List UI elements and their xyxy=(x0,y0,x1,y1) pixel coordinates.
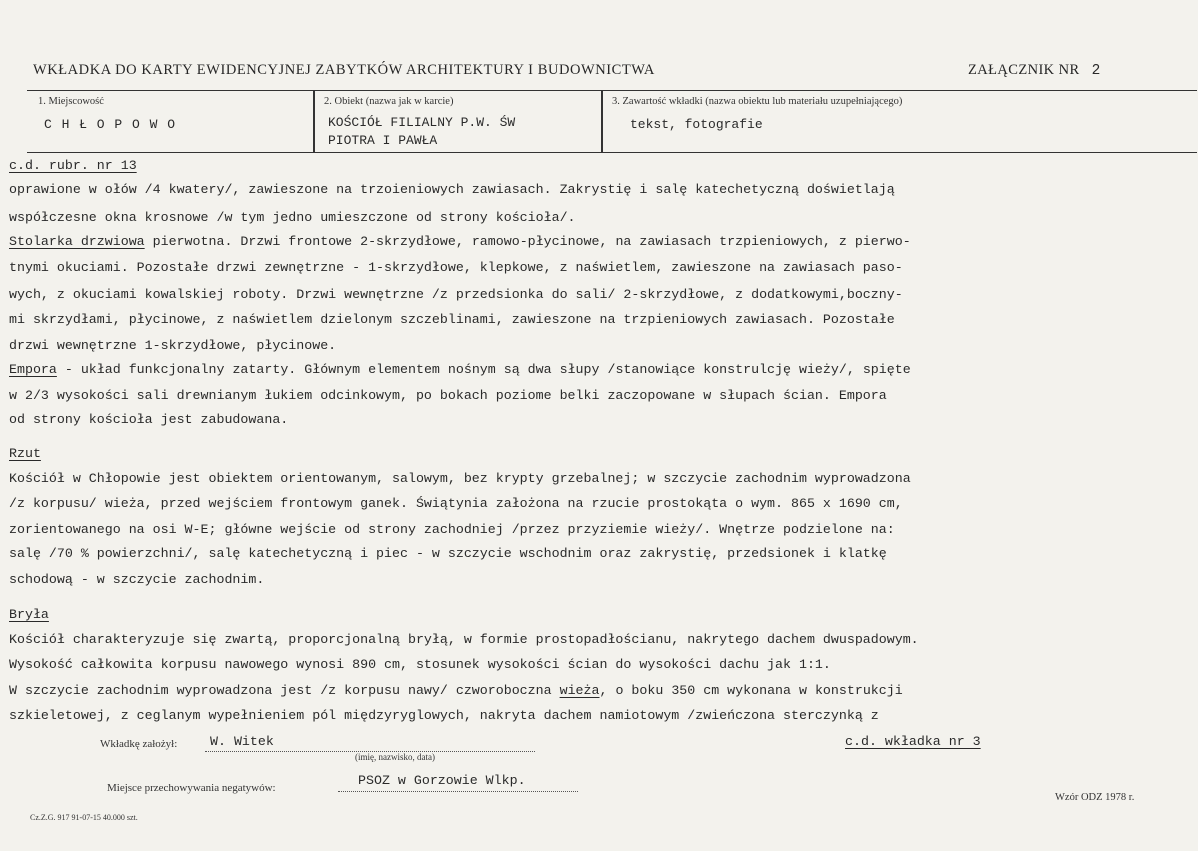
locality-value: C H Ł O P O W O xyxy=(44,117,177,132)
text-line: współczesne okna krosnowe /w tym jedno umieszczone od strony kościoła/. xyxy=(9,210,576,225)
locality-label: 1. Miejscowość xyxy=(38,96,104,107)
annex-number: 2 xyxy=(1091,63,1101,79)
print-code: Cz.Z.G. 917 91-07-15 40.000 szt. xyxy=(30,813,138,822)
made-by-hint: (imię, nazwisko, data) xyxy=(355,752,435,762)
section-heading-massing: Bryła xyxy=(9,607,49,622)
column-divider xyxy=(313,90,315,152)
text-line xyxy=(9,362,911,377)
form-code: Wzór ODZ 1978 r. xyxy=(1055,792,1135,803)
text-line xyxy=(9,683,903,698)
text-line: /z korpusu/ wieża, przed wejściem frontowym ganek. Świątynia założona na rzucie prostokąta o wym. 865 x 1690 cm, xyxy=(9,496,903,511)
annex-label: ZAŁĄCZNIK NR xyxy=(968,62,1080,78)
text-line: Kościół charakteryzuje się zwartą, proporcjonalną bryłą, w formie prostopadłościanu, nakrytego dachem dwuspadowym. xyxy=(9,632,919,647)
text-line-rest: , o boku 350 cm wykonana w konstrukcji xyxy=(599,683,903,698)
object-value-line2: PIOTRA I PAWŁA xyxy=(328,133,438,148)
negatives-dotted-line xyxy=(338,790,578,792)
text-line-rest: - układ funkcjonalny zatarty. Głównym elementem nośnym są dwa słupy /stanowiące konstrulcję wieży/, spięte xyxy=(56,362,911,377)
made-by-value: W. Witek xyxy=(210,734,274,749)
text-line: Wysokość całkowita korpusu nawowego wynosi 890 cm, stosunek wysokości ścian do wysokości dachu jak 1:1. xyxy=(9,657,831,672)
section-heading-doors: Stolarka drzwiowa xyxy=(9,234,145,249)
text-line-rest: pierwotna. Drzwi frontowe 2-skrzydłowe, ramowo-płycinowe, na zawiasach trzpieniowych, z pierwo- xyxy=(144,234,911,249)
text-line: od strony kościoła jest zabudowana. xyxy=(9,412,289,427)
text-line: szkieletowej, z ceglanym wypełnieniem pól międzyryglowych, nakryta dachem namiotowym /zwieńczona sterczynką z xyxy=(9,708,879,723)
text-line: mi skrzydłami, płycinowe, z naświetlem dzielonym szczeblinami, zawieszone na trzpieniowych zawiasach. Pozostałe xyxy=(9,312,895,327)
text-line: wych, z okuciami kowalskiej roboty. Drzwi wewnętrzne /z przedsionka do sali/ 2-skrzydłowe, z dodatkowymi,boczny- xyxy=(9,287,903,302)
text-line: drzwi wewnętrzne 1-skrzydłowe, płycinowe. xyxy=(9,338,337,353)
negatives-value: PSOZ w Gorzowie Wlkp. xyxy=(358,773,526,788)
text-line: schodową - w szczycie zachodnim. xyxy=(9,572,265,587)
text-line: tnymi okuciami. Pozostałe drzwi zewnętrzne - 1-skrzydłowe, klepkowe, z naświetlem, zawieszone na zawiasach paso- xyxy=(9,260,903,275)
text-line: zorientowanego na osi W-E; główne wejście od strony zachodniej /przez przyziemie wieży/. Wnętrze podzielone na: xyxy=(9,522,895,537)
object-value-line1: KOŚCIÓŁ FILIALNY P.W. ŚW xyxy=(328,115,516,130)
contents-value: tekst, fotografie xyxy=(630,117,763,132)
text-line: salę /70 % powierzchni/, salę katechetyczną i piec - w szczycie wschodnim oraz zakrystię, przedsionek i klatkę xyxy=(9,546,887,561)
made-by-label: Wkładkę założył: xyxy=(100,738,178,750)
form-title: WKŁADKA DO KARTY EWIDENCYJNEJ ZABYTKÓW ARCHITEKTURY I BUDOWNICTWA xyxy=(33,62,655,78)
text-line-start: W szczycie zachodnim wyprowadzona jest /z korpusu nawy/ czworoboczna xyxy=(9,683,560,698)
continuation-heading: c.d. rubr. nr 13 xyxy=(9,158,137,173)
continued-insert: c.d. wkładka nr 3 xyxy=(845,734,981,749)
negatives-label: Miejsce przechowywania negatywów: xyxy=(107,782,276,794)
tower-term: wieża xyxy=(559,683,600,698)
object-label: 2. Obiekt (nazwa jak w karcie) xyxy=(324,96,454,107)
text-line: w 2/3 wysokości sali drewnianym łukiem odcinkowym, po bokach poziome belki zaczopowane w słupach ścian. Empora xyxy=(9,388,887,403)
contents-label: 3. Zawartość wkładki (nazwa obiektu lub materiału uzupełniającego) xyxy=(612,96,903,107)
annex-heading xyxy=(968,62,1101,79)
text-line xyxy=(9,234,911,249)
section-heading-plan: Rzut xyxy=(9,446,41,461)
text-line: Kościół w Chłopowie jest obiektem orientowanym, salowym, bez krypty grzebalnej; w szczycie zachodnim wyprowadzona xyxy=(9,471,911,486)
text-line: oprawione w ołów /4 kwatery/, zawieszone na trzoieniowych zawiasach. Zakrystię i salę katechetyczną doświetlają xyxy=(9,182,895,197)
column-divider xyxy=(601,90,603,152)
section-heading-gallery: Empora xyxy=(9,362,57,377)
